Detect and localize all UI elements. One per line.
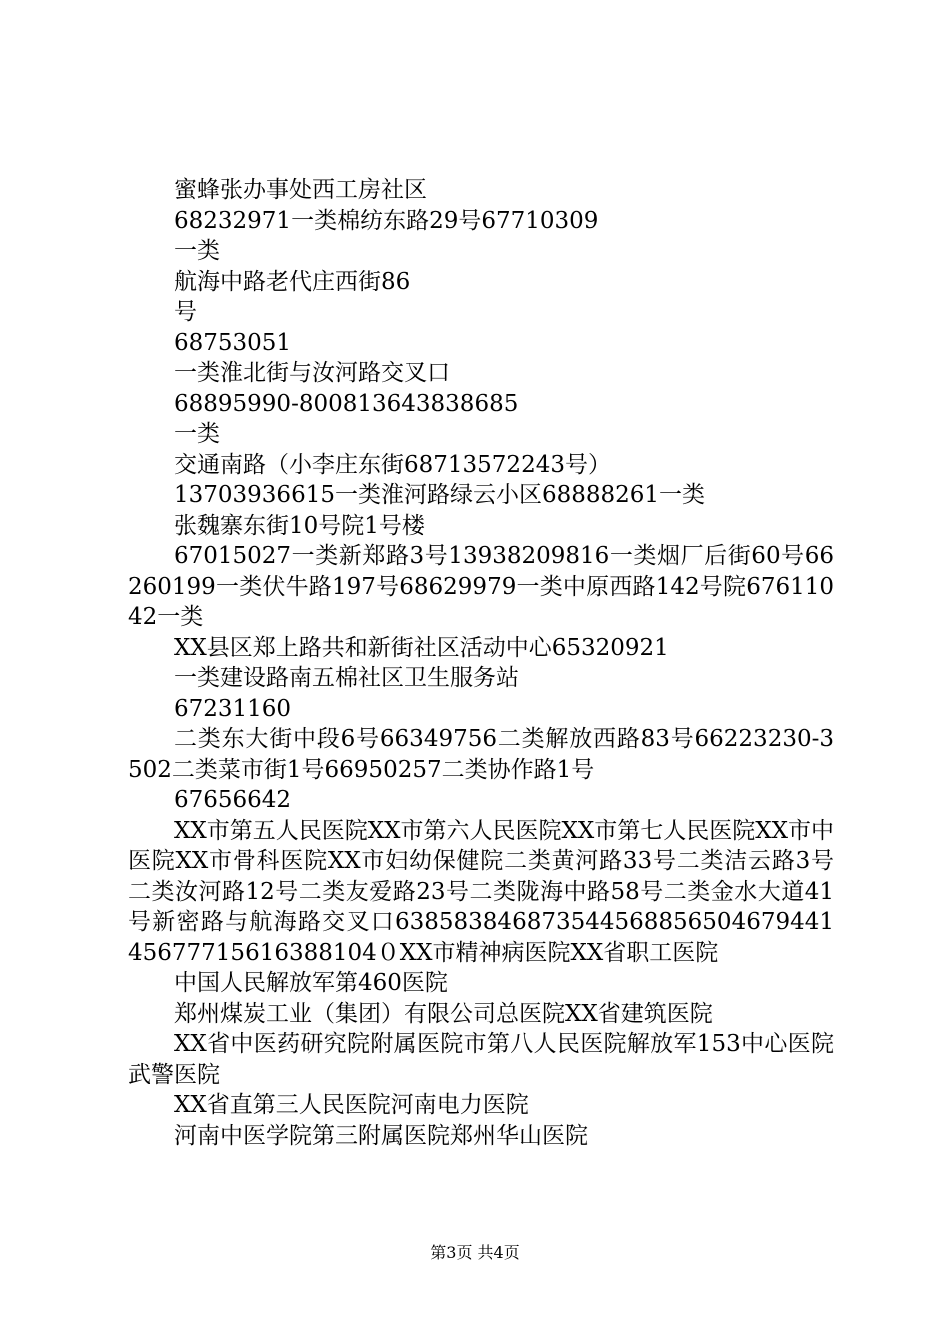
paragraph-18: 67656642: [174, 787, 292, 813]
paragraph-14: XX县区郑上路共和新街社区活动中心65320921: [174, 634, 669, 661]
paragraph-19: XX市第五人民医院XX市第六人民医院XX市第七人民医院XX市中医院XX市骨科医院XX市妇幼保健院二类黄河路33号二类洁云路3号二类汝河路12号二类友爱路23号二类陇海中路58号二类金水大道41号新密路与航海路交叉口63858384687354456885650467944145677715616388104０XX市精神病医院XX省职工医院: [128, 817, 834, 966]
paragraph-10: 交通南路（小李庄东街68713572243号）: [174, 451, 611, 478]
paragraph-3: 一类: [174, 238, 220, 264]
paragraph-15: 一类建设路南五棉社区卫生服务站: [174, 665, 519, 691]
paragraph-11: 13703936615一类淮河路绿云小区68888261一类: [174, 482, 706, 508]
paragraph-1: 蜜蜂张办事处西工房社区: [174, 177, 427, 203]
paragraph-12: 张魏寨东街10号院1号楼: [174, 512, 425, 539]
paragraph-21: 郑州煤炭工业（集团）有限公司总医院XX省建筑医院: [174, 1000, 713, 1027]
paragraph-16: 67231160: [174, 695, 292, 722]
paragraph-24: 河南中医学院第三附属医院郑州华山医院: [174, 1122, 588, 1149]
paragraph-6: 68753051: [174, 329, 292, 356]
paragraph-22: XX省中医药研究院附属医院市第八人民医院解放军153中心医院武警医院: [128, 1031, 834, 1088]
paragraph-4: 航海中路老代庄西街86: [174, 268, 411, 295]
paragraph-23: XX省直第三人民医院河南电力医院: [174, 1092, 529, 1118]
paragraph-17: 二类东大街中段6号66349756二类解放西路83号66223230-3502二类菜市街1号66950257二类协作路1号: [128, 726, 834, 783]
paragraph-7: 一类淮北街与汝河路交叉口: [174, 360, 450, 386]
paragraph-20: 中国人民解放军第460医院: [174, 970, 448, 996]
document-body: [128, 175, 834, 1151]
paragraph-2: 68232971一类棉纺东路29号67710309: [174, 207, 599, 234]
paragraph-8: 68895990-800813643838685: [174, 390, 519, 417]
paragraph-5: 号: [174, 299, 197, 325]
page-footer: 第3页 共4页: [430, 1243, 520, 1262]
paragraph-13: 67015027一类新郑路3号13938209816一类烟厂后街60号66260199一类伏牛路197号68629979一类中原西路142号院67611042一类: [128, 543, 834, 630]
paragraph-9: 一类: [174, 421, 220, 447]
